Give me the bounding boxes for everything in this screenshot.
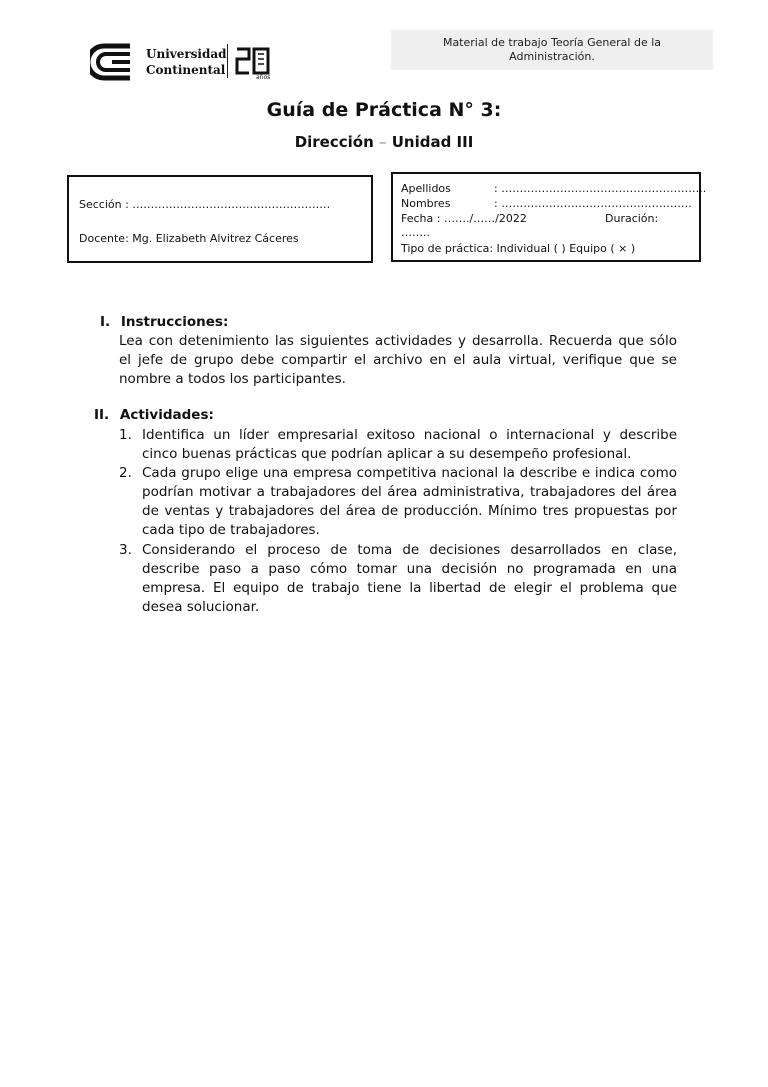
section-title: Actividades: — [119, 407, 214, 423]
section-actividades-heading — [94, 407, 214, 423]
seccion-field[interactable]: Sección : ……………………………………………… — [79, 198, 331, 211]
section-number: I. — [100, 314, 111, 330]
duracion-field[interactable]: …….. — [401, 226, 430, 239]
list-item — [119, 541, 677, 617]
item-text: Considerando el proceso de toma de decisiones desarrollados en clase, describe paso a paso cómo tomar una decisión no programada en una empresa. El equipo de trabajo tiene la libertad de elegir el problema que desea solucionar. — [142, 542, 677, 615]
item-number: 3. — [119, 542, 132, 558]
fecha-field[interactable]: Fecha : ……./……/2022 — [401, 212, 527, 225]
material-line-1: Material de trabajo Teoría General de la — [442, 36, 662, 49]
continental-logo-icon — [90, 42, 142, 82]
tipo-practica-field[interactable]: Tipo de práctica: Individual ( ) Equipo ( × ) — [401, 242, 636, 255]
logo-line-2: Continental — [146, 63, 226, 77]
logo-wordmark — [146, 46, 227, 78]
apellidos-label: Apellidos — [401, 182, 451, 195]
section-number: II. — [94, 407, 110, 423]
subtitle-left: Dirección — [294, 133, 374, 151]
page-subtitle — [0, 133, 768, 151]
page-title: Guía de Práctica N° 3: — [266, 99, 502, 121]
item-text: Identifica un líder empresarial exitoso nacional o internacional y describe cinco buenas prácticas que podrían aplicar a su desempeño profesional. — [142, 427, 677, 462]
instrucciones-text: Lea con detenimiento las siguientes actividades y desarrolla. Recuerda que sólo el jefe de grupo debe compartir el archivo en el aula virtual, verifique que se nombre a todos los participantes. — [119, 333, 677, 387]
university-logo — [90, 42, 280, 82]
student-info-box — [391, 172, 707, 262]
item-number: 1. — [119, 427, 132, 443]
logo-years-text: años — [256, 74, 271, 81]
section-instrucciones-heading — [100, 314, 228, 330]
logo-divider — [227, 44, 228, 78]
material-line-2: Administración. — [509, 50, 595, 63]
section-info-box — [67, 175, 373, 263]
subtitle-separator: – — [379, 133, 387, 151]
subtitle-right: Unidad III — [391, 133, 474, 151]
nombres-field[interactable]: : ……………………………………………. — [494, 197, 692, 210]
list-item — [119, 464, 677, 540]
list-item — [119, 426, 677, 464]
item-number: 2. — [119, 465, 132, 481]
anniversary-20-icon — [235, 46, 271, 76]
course-material-header — [391, 30, 713, 70]
nombres-label: Nombres — [401, 197, 451, 210]
apellidos-field[interactable]: : ……………………………………………….. — [494, 182, 707, 195]
logo-line-1: Universidad — [146, 47, 227, 61]
section-title: Instrucciones: — [120, 314, 229, 330]
docente-field: Docente: Mg. Elizabeth Alvitrez Cáceres — [79, 232, 299, 245]
item-text: Cada grupo elige una empresa competitiva nacional la describe e indica como podrían motivar a trabajadores del área administrativa, trabajadores del área de ventas y trabajadores del área de producción. Mínimo tres propuestas por cada tipo de trabajadores. — [142, 465, 677, 538]
duracion-label: Duración: — [605, 212, 659, 225]
